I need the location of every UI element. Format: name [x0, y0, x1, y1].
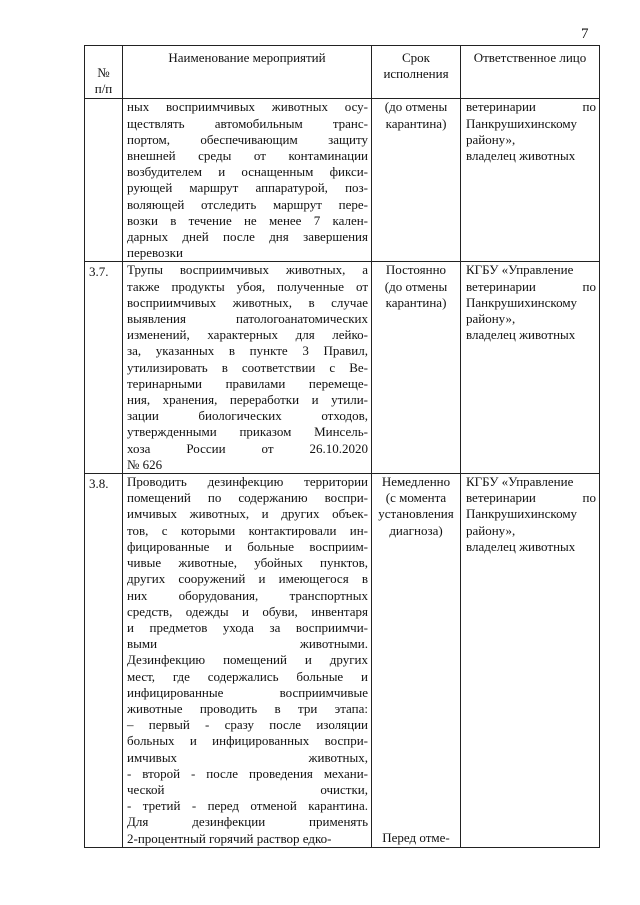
table-row [85, 474, 600, 848]
measure-text-line: Дезинфекцию помещений и других [127, 652, 368, 668]
term-text-line: карантина) [385, 294, 447, 310]
measure-text-line: других сооружений и имеющегося в [127, 571, 368, 587]
page-number: 7 [581, 26, 589, 42]
measure-text-line: за, указанных в пункте 3 Правил, [127, 343, 368, 359]
responsible-text-line: Панкрушихинскому [466, 506, 578, 522]
term-text-line: установления [378, 506, 454, 522]
responsible-text-line: Панкрушихинскому [466, 294, 578, 310]
responsible-text-line: КГБУ «Управление [466, 262, 574, 278]
term-text-line: Немедленно [381, 474, 451, 490]
measure-text-line: – первый - сразу после изоляции [127, 717, 368, 733]
measure-text-line: имчивых животных, и других объек- [127, 506, 368, 522]
term-text-line: (с момента [385, 490, 447, 506]
row-number: 3.8. [85, 474, 123, 848]
header-responsible: Ответственное лицо [461, 46, 600, 99]
measure-text-line: перевозки [127, 245, 183, 261]
measure-text-line: утилизировать в соответствии с Ве- [127, 359, 368, 375]
measure-text-line: ния, хранения, переработки и утили- [127, 392, 368, 408]
header-number-line: п/п [94, 81, 113, 97]
measure-text-line: чивые животные, убойных пунктов, [127, 555, 368, 571]
measure-text-line: зации биологических отходов, [127, 408, 368, 424]
measure-text-line: № 626 [127, 456, 163, 472]
measure-text-line: дарных дней после дня завершения [127, 229, 368, 245]
responsible-party [461, 99, 600, 262]
responsible-text-line: ветеринарии по [466, 278, 596, 294]
measure-text-line: тов, с которыми контактировали ин- [127, 522, 368, 538]
header-term [372, 46, 461, 99]
row-number: 3.7. [85, 262, 123, 474]
measure-text-line: возбудителем и оснащенным фикси- [127, 164, 368, 180]
responsible-party [461, 262, 600, 474]
measure-text-line: инфицированные восприимчивые [127, 684, 368, 700]
measure-text-line: 2-процентный горячий раствор едко- [127, 830, 332, 846]
measure-text-line: них оборудования, транспортных [127, 587, 368, 603]
measure-text-line: утвержденными приказом Минсель- [127, 424, 368, 440]
measure-text-line: внешней среды от контаминации [127, 148, 368, 164]
measure-text-line: и предметов ухода за восприимчи- [127, 619, 368, 635]
responsible-text-line: ветеринарии по [466, 490, 596, 506]
table-row [85, 99, 600, 262]
execution-term [372, 99, 461, 262]
measure-text-line: хоза России от 26.10.2020 [127, 440, 368, 456]
measure-text-line: теринарными правилами перемеще- [127, 375, 368, 391]
measure-text-line: ществлять автомобильным транс- [127, 115, 368, 131]
measure-text-line: рующей маршрут аппаратурой, поз- [127, 180, 368, 196]
measure-description [123, 474, 372, 848]
measure-text-line: Проводить дезинфекцию территории [127, 474, 368, 490]
measure-text-line: выми животными. [127, 636, 368, 652]
responsible-text-line: КГБУ «Управление [466, 474, 574, 490]
measure-text-line: Трупы восприимчивых животных, а [127, 262, 368, 278]
table-header-row [85, 46, 600, 99]
measure-text-line: - третий - перед отменой карантина. [127, 798, 368, 814]
measure-text-line: портом, обеспечивающим защиту [127, 131, 368, 147]
responsible-text-line: владелец животных [466, 327, 576, 343]
responsible-text-line: району», [466, 311, 516, 327]
responsible-party [461, 474, 600, 848]
term-text-line: (до отмены [384, 278, 448, 294]
responsible-text-line: Панкрушихинскому [466, 115, 578, 131]
term-spacer [374, 539, 458, 831]
row-number [85, 99, 123, 262]
header-number [85, 46, 123, 99]
term-text-line: (до отмены [384, 99, 448, 115]
measure-text-line: средств, одежды и обуви, инвентаря [127, 603, 368, 619]
term-text-line: диагноза) [389, 522, 443, 538]
measure-text-line: помещений по содержанию воспри- [127, 490, 368, 506]
header-name: Наименование мероприятий [123, 46, 372, 99]
term-text-line: Постоянно [385, 262, 447, 278]
measure-description [123, 262, 372, 474]
responsible-text-line: владелец животных [466, 538, 576, 554]
measure-text-line: также продукты убоя, полученные от [127, 278, 368, 294]
responsible-text-line: району», [466, 522, 516, 538]
table-row [85, 262, 600, 474]
measure-text-line: изменений, характерных для лейко- [127, 327, 368, 343]
measure-text-line: ческой очистки, [127, 781, 368, 797]
measure-text-line: Для дезинфекции применять [127, 814, 368, 830]
responsible-text-line: владелец животных [466, 148, 576, 164]
measure-text-line: - второй - после проведения механи- [127, 765, 368, 781]
measure-description [123, 99, 372, 262]
measure-text-line: больных и инфицированных воспри- [127, 733, 368, 749]
execution-term [372, 262, 461, 474]
execution-term [372, 474, 461, 848]
term-text-line: карантина) [385, 115, 447, 131]
term-text-line: Перед отме- [382, 830, 450, 846]
measure-text-line: воляющей отследить маршрут пере- [127, 196, 368, 212]
measure-text-line: имчивых животных, [127, 749, 368, 765]
measure-text-line: возки в течение не менее 7 кален- [127, 212, 368, 228]
measure-text-line: фицированные и больные восприим- [127, 538, 368, 554]
measures-table [84, 45, 600, 848]
responsible-text-line: району», [466, 131, 516, 147]
measure-text-line: ных восприимчивых животных осу- [127, 99, 368, 115]
measure-text-line: выявления патологоанатомических [127, 311, 368, 327]
header-number-line: № [97, 65, 110, 80]
measure-text-line: мест, где содержались больные и [127, 668, 368, 684]
header-term-line: исполнения [383, 66, 449, 82]
measure-text-line: восприимчивых животных, в случае [127, 294, 368, 310]
measure-text-line: животные проводить в три этапа: [127, 700, 368, 716]
responsible-text-line: ветеринарии по [466, 99, 596, 115]
header-term-line: Срок [402, 50, 430, 65]
